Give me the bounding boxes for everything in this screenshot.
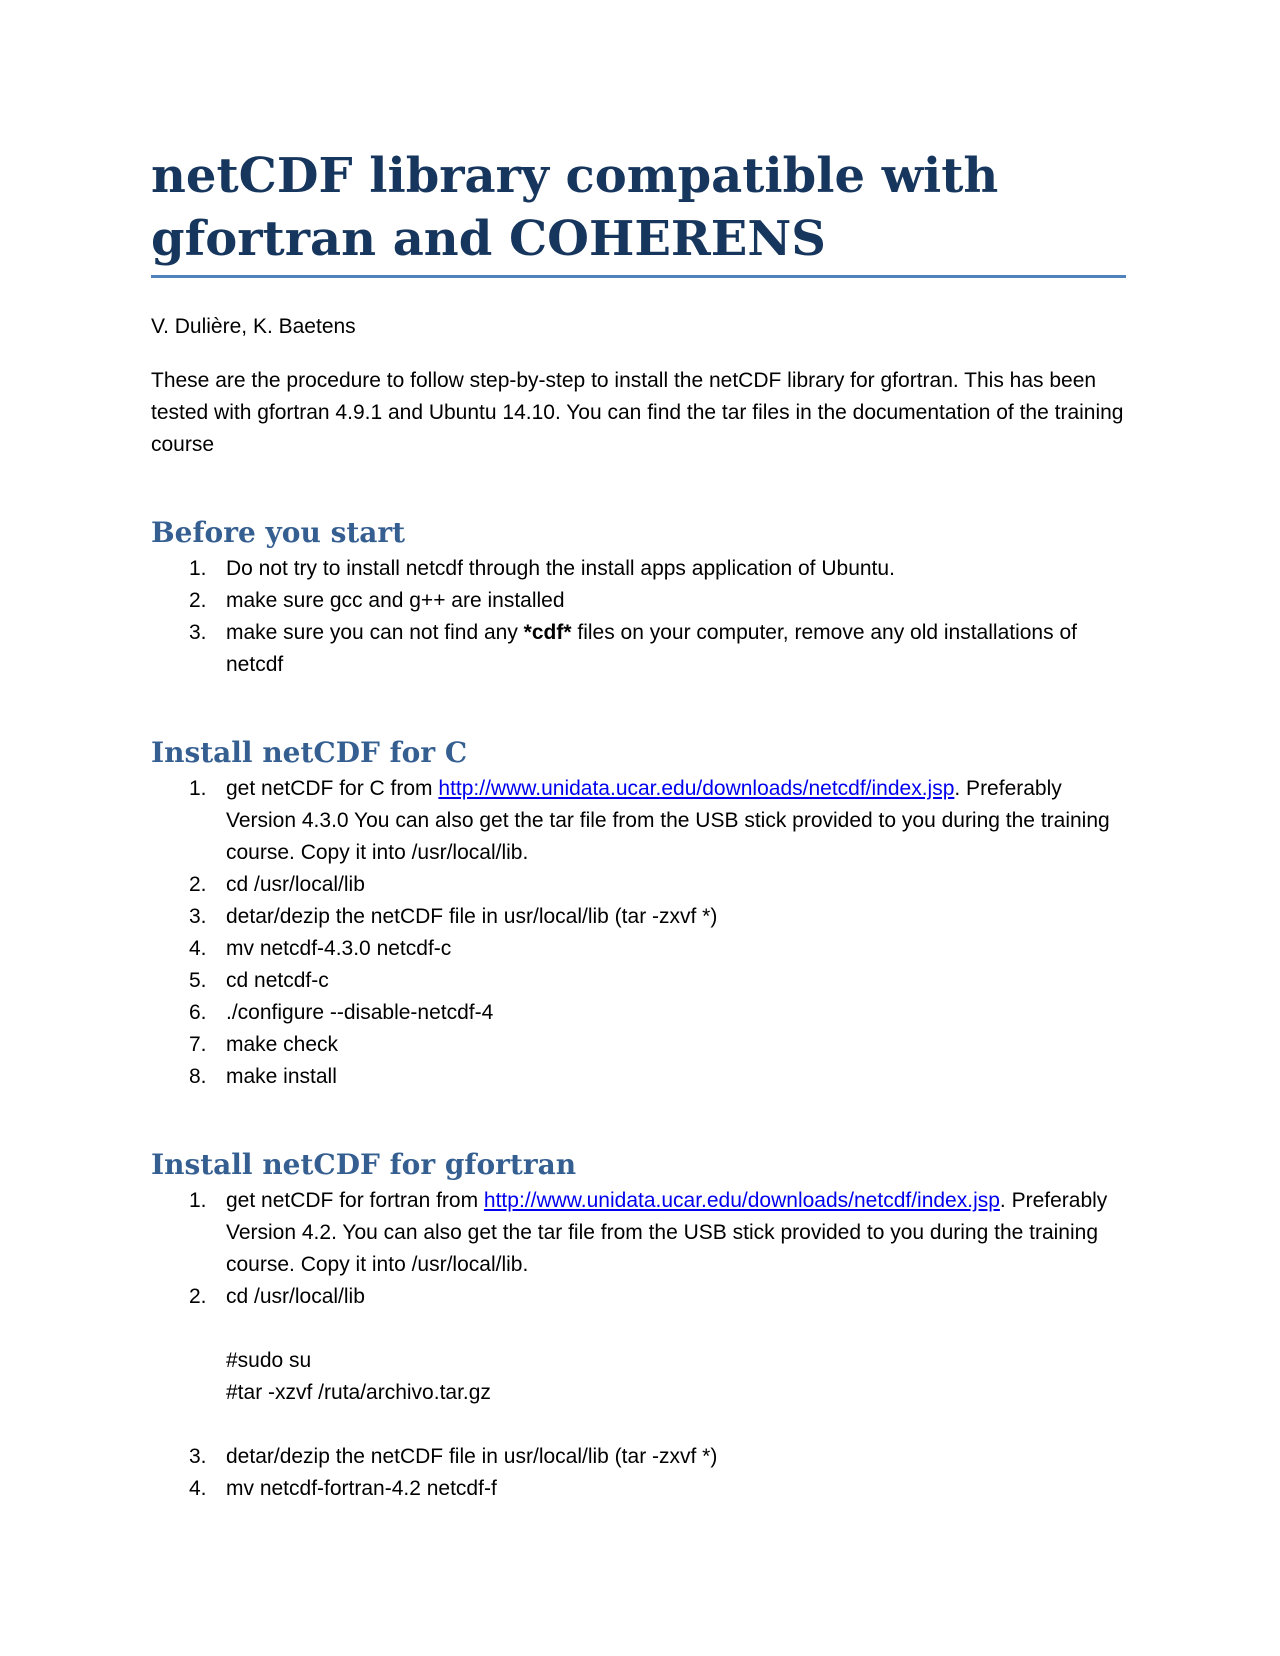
list-item-text: cd netcdf-c: [226, 969, 329, 992]
list-item: [151, 901, 1126, 933]
list-item: [151, 997, 1126, 1029]
list-item-text: get netCDF for fortran from: [226, 1189, 484, 1212]
before-you-start-list: [151, 553, 1126, 681]
list-item-text: get netCDF for C from: [226, 777, 439, 800]
list-item: [151, 1061, 1126, 1093]
document-intro: These are the procedure to follow step-by-step to install the netCDF library for gfortran. This has been tested with gfortran 4.9.1 and Ubuntu 14.10. You can find the tar files in the documentation of the training course: [151, 369, 1124, 456]
list-item-text: make check: [226, 1033, 339, 1056]
command-note: #sudo su: [226, 1349, 312, 1372]
document-authors: V. Dulière, K. Baetens: [151, 315, 356, 338]
list-item-text: Do not try to install netcdf through the install apps application of Ubuntu.: [226, 557, 895, 580]
list-number: 4.: [189, 937, 207, 960]
list-item: [151, 1029, 1126, 1061]
list-number: 8.: [189, 1065, 207, 1088]
list-item-text: mv netcdf-fortran-4.2 netcdf-f: [226, 1477, 497, 1500]
list-number: 5.: [189, 969, 207, 992]
list-item: [151, 1185, 1126, 1281]
list-number: 6.: [189, 1001, 207, 1024]
list-item: [151, 933, 1126, 965]
section-heading-before-you-start: Before you start: [151, 516, 406, 549]
command-notes: [226, 1345, 1126, 1409]
section-heading-install-netcdf-gfortran: Install netCDF for gfortran: [151, 1148, 577, 1181]
list-item-text: cd /usr/local/lib: [226, 873, 365, 896]
command-note: #tar -xzvf /ruta/archivo.tar.gz: [226, 1381, 491, 1404]
list-item: [151, 553, 1126, 585]
section-heading-install-netcdf-c: Install netCDF for C: [151, 736, 468, 769]
unidata-download-link[interactable]: http://www.unidata.ucar.edu/downloads/netcdf/index.jsp: [483, 1189, 1000, 1212]
document-title: netCDF library compatible with gfortran and COHERENS: [151, 145, 1126, 278]
list-number: 2.: [189, 589, 207, 612]
list-item-text: files on your computer, remove any old installations of netcdf: [226, 621, 1077, 676]
list-number: 1.: [189, 777, 207, 800]
list-item: [151, 773, 1126, 869]
document-page: [151, 145, 1126, 1505]
list-number: 2.: [189, 873, 207, 896]
list-number: 1.: [189, 557, 207, 580]
list-number: 7.: [189, 1033, 207, 1056]
list-number: 3.: [189, 1445, 207, 1468]
list-item-text: mv netcdf-4.3.0 netcdf-c: [226, 937, 452, 960]
list-item: [151, 1281, 1126, 1409]
list-number: 2.: [189, 1285, 207, 1308]
list-item: [151, 617, 1126, 681]
list-item: [151, 1473, 1126, 1505]
install-netcdf-gfortran-list: [151, 1185, 1126, 1505]
list-item: [151, 869, 1126, 901]
list-item-bold-text: *cdf*: [523, 621, 572, 644]
list-item-text: detar/dezip the netCDF file in usr/local/lib (tar -zxvf *): [226, 1445, 718, 1468]
list-item-text: make sure you can not find any: [226, 621, 524, 644]
list-item-text: cd /usr/local/lib: [226, 1285, 365, 1308]
section-install-netcdf-gfortran: [151, 1147, 1126, 1505]
list-item: [151, 1441, 1126, 1473]
list-number: 1.: [189, 1189, 207, 1212]
list-number: 3.: [189, 621, 207, 644]
section-install-netcdf-c: [151, 735, 1126, 1093]
list-item-text: . Preferably Version 4.2. You can also get the tar file from the USB stick provided to you during the training course. Copy it into /usr/local/lib.: [226, 1189, 1108, 1276]
unidata-download-link[interactable]: http://www.unidata.ucar.edu/downloads/netcdf/index.jsp: [438, 777, 955, 800]
install-netcdf-c-list: [151, 773, 1126, 1093]
list-item-text: . Preferably Version 4.3.0 You can also get the tar file from the USB stick provided to you during the training course. Copy it into /usr/local/lib.: [226, 777, 1110, 864]
list-item-text: make install: [226, 1065, 337, 1088]
list-number: 3.: [189, 905, 207, 928]
section-before-you-start: [151, 515, 1126, 681]
list-item-text: make sure gcc and g++ are installed: [226, 589, 565, 612]
list-number: 4.: [189, 1477, 207, 1500]
list-item: [151, 585, 1126, 617]
list-item-text: detar/dezip the netCDF file in usr/local/lib (tar -zxvf *): [226, 905, 718, 928]
list-item: [151, 965, 1126, 997]
list-item-text: ./configure --disable-netcdf-4: [226, 1001, 494, 1024]
